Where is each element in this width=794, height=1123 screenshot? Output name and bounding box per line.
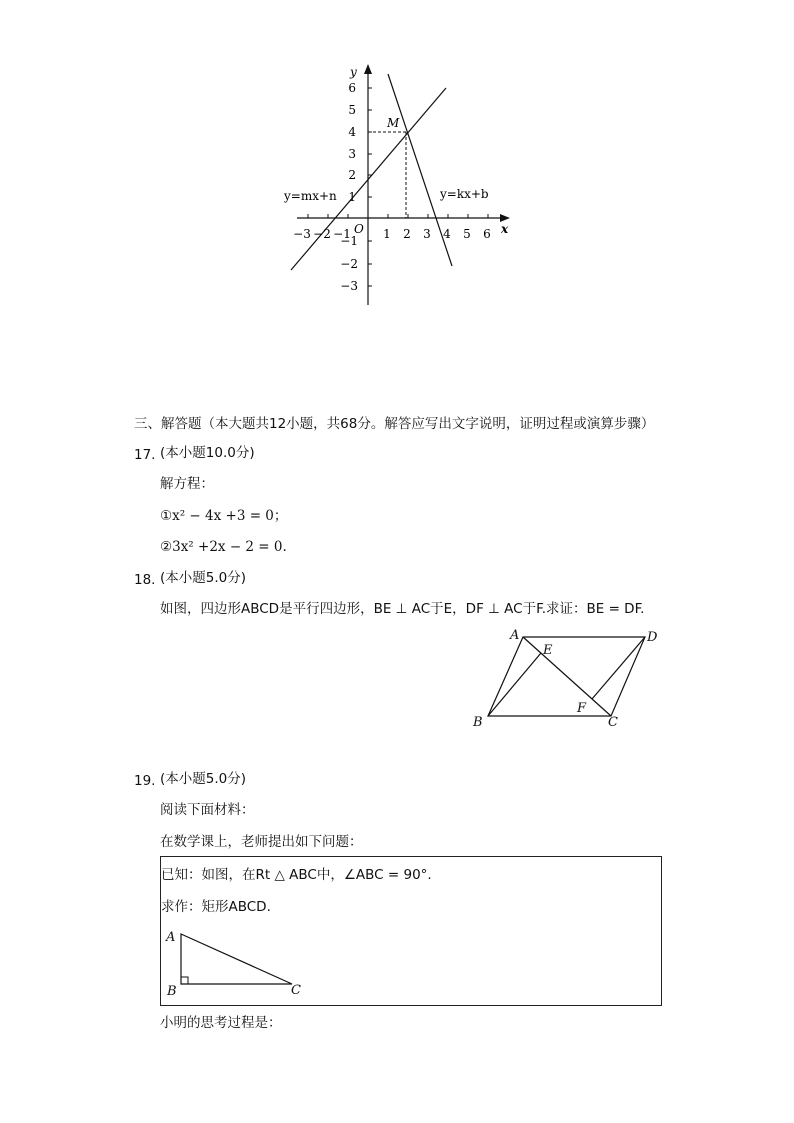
x-tick-label: 6 (483, 227, 491, 241)
y-tick-label: −1 (340, 234, 358, 248)
y-tick-label: −3 (340, 279, 358, 293)
y-axis-arrow (364, 64, 372, 74)
y-tick-label: 2 (348, 168, 356, 182)
q19-task: 求作：矩形ABCD. (161, 899, 271, 915)
y-tick-label: 5 (348, 103, 356, 117)
x-tick-label: 2 (403, 227, 411, 241)
x-tick-label: 4 (443, 227, 451, 241)
x-tick-label: 5 (463, 227, 471, 241)
line-kx-b-label: y=kx+b (440, 187, 489, 201)
q19-score: (本小题5.0分) (160, 771, 247, 787)
label-b: B (473, 715, 483, 730)
parallelogram-figure (468, 624, 664, 734)
origin-label: O (354, 222, 364, 236)
coordinate-graph (270, 55, 530, 315)
axis-label-x: x (501, 222, 509, 236)
y-tick-label: 4 (348, 125, 356, 139)
q17-number: 17. (134, 447, 156, 463)
label-f: F (577, 701, 587, 716)
segment-df (592, 637, 645, 699)
y-tick-label: 6 (348, 81, 356, 95)
label-c: C (608, 715, 618, 730)
q19-lead: 在数学课上，老师提出如下问题： (160, 834, 363, 850)
q19-intro: 阅读下面材料： (160, 802, 255, 818)
x-tick-label: 1 (383, 227, 391, 241)
line-mx-n-label: y=mx+n (284, 189, 337, 203)
label-c: C (291, 983, 301, 998)
q18-text: 如图，四边形ABCD是平行四边形，BE ⊥ AC于E，DF ⊥ AC于F.求证：BE = DF. (160, 601, 645, 617)
point-m-label: M (387, 116, 400, 130)
triangle-abc (181, 934, 292, 984)
q19-number: 19. (134, 773, 156, 789)
q18-score: (本小题5.0分) (160, 570, 247, 586)
y-tick-label: 3 (348, 147, 356, 161)
y-tick-label: −2 (340, 257, 358, 271)
y-tick-label: 1 (348, 190, 356, 204)
label-a: A (166, 930, 176, 945)
diagonal-ac (523, 637, 611, 716)
axis-label-y: y (350, 65, 357, 79)
label-a: A (510, 628, 520, 643)
q19-after: 小明的思考过程是： (160, 1015, 282, 1031)
right-triangle-figure (160, 925, 310, 1001)
segment-be (488, 653, 541, 716)
x-tick-label: 3 (423, 227, 431, 241)
label-d: D (647, 630, 658, 645)
x-axis-arrow (500, 214, 510, 222)
x-tick-label: −3 (293, 227, 311, 241)
label-e: E (543, 643, 553, 658)
q17-equation-1: ①x² − 4x +3 = 0； (160, 508, 288, 524)
right-angle-mark (181, 977, 188, 984)
section-heading: 三、解答题（本大题共12小题，共68分。解答应写出文字说明，证明过程或演算步骤） (134, 416, 655, 432)
label-b: B (167, 984, 177, 999)
x-tick-label: −1 (333, 227, 351, 241)
q17-prompt: 解方程： (160, 476, 214, 492)
q17-score: (本小题10.0分) (160, 445, 255, 461)
x-tick-label: −2 (313, 227, 331, 241)
x-tick-labels (293, 227, 491, 241)
q17-equation-2: ②3x² +2x − 2 = 0. (160, 539, 287, 555)
q19-given: 已知：如图，在Rt △ ABC中，∠ABC = 90°. (161, 867, 432, 883)
y-tick-labels (340, 81, 358, 293)
q18-number: 18. (134, 572, 156, 588)
